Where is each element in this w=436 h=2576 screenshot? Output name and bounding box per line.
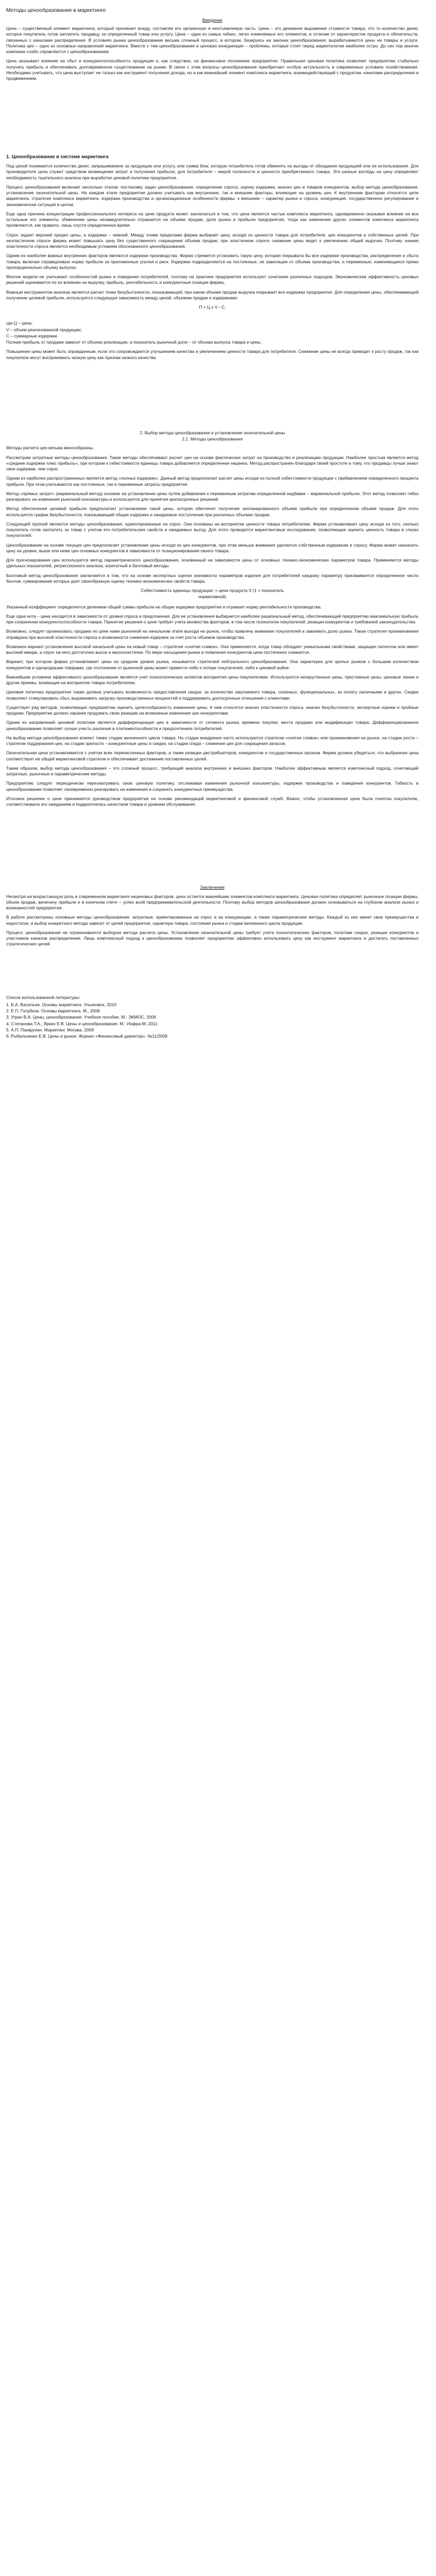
bibliography-item: 3. Угрин В.А. Цены, ценообразование. Учебное пособие. М.: ЭКМОС, 2006	[6, 1014, 156, 1020]
chapter-2-paragraph: Ценообразование на основе текущих цен предполагает установление цены исходя из цен конкурентов, при этом меньше внимания уделяется собственным издержкам и спросу. Фирма может назначить цену на уровне, выше или ниже цен основных конкурентов в зависимости от позиционирования своего товара.	[6, 542, 418, 553]
chapter-1-paragraph: Многие модели не учитывают особенностей рынка и поведения потребителей, поэтому на практике предприятия используют сочетание различных подходов. Экономическая эффективность ценовых решений оценивается по их влиянию на выручку, прибыль, рентабельность и конкурентные позиции фирмы.	[6, 274, 418, 285]
cost-formula-line: нормативной)	[198, 594, 226, 600]
chapter-2-paragraph: Важнейшим условием эффективного ценообразования является учет психологических аспектов восприятия цены покупателями. Используются неокругленные цены, престижные цены, ценовые линии и другие приемы, влияющие на восприятие товара потребителем.	[6, 674, 418, 685]
chapter-1-paragraph: Под ценой понимается количество денег, запрашиваемое за продукцию или услугу, или сумма благ, которую потребитель готов обменять на выгоды от обладания продукцией или ее использования. Для производителя цена служит средством возмещения затрат и получения прибыли, для потребителя – мерой полезности и ценности приобретаемого товара. Эти разные взгляды на цену определяют необходимость тщательного анализа при выработке ценовой политики предприятия.	[6, 163, 418, 180]
chapter-2-paragraph: Существует ряд методов, позволяющих предприятию оценить целесообразность изменения цены. К ним относятся анализ эластичности спроса, анализ безубыточности, экспертные оценки и пробные продажи. Предприятие должно заранее продумать свою реакцию на возможные изменения цен конкурентами.	[6, 704, 418, 716]
chapter-1-paragraph: Процесс ценообразования включает несколько этапов: постановку задач ценообразования, определение спроса, оценку издержек, анализ цен и товаров конкурентов, выбор метода ценообразования, установление окончательной цены. На каждом этапе предприятие должно учитывать как внутренние, так и внешние факторы, влияющие на уровень цен. К внутренним факторам относятся цели маркетинга, стратегия комплекса маркетинга, издержки производства и организационные особенности фирмы; к внешним – характер рынка и спроса, конкуренция, государственное регулирование и экономическая ситуация в целом.	[6, 184, 418, 207]
chapter-2-paragraph: Одним из наиболее распространенных является метод «полных издержек». Данный метод предполагает расчет цены исходя из полной себестоимости продукции с прибавлением определенного процента прибыли. При этом учитываются как постоянные, так и переменные затраты предприятия.	[6, 476, 418, 487]
chapter-1-heading	[6, 154, 418, 160]
chapter-2-paragraph: Следующей группой являются методы ценообразования, ориентированные на спрос. Они основаны на восприятии ценности товара потребителем. Фирма устанавливает цену исходя из того, сколько покупатель готов заплатить за товар с учетом его потребительских свойств и ожидаемых выгод. Для этого проводятся маркетинговые исследования, позволяющие оценить ценность товара в глазах покупателей.	[6, 521, 418, 538]
chapter-2-paragraph: Метод «прямых затрат» (маржинальный метод) основан на установлении цены путем добавления к переменным затратам определенной надбавки – маржинальной прибыли. Этот метод позволяет гибко реагировать на изменения рыночной конъюнктуры и используется для принятия краткосрочных решений.	[6, 490, 418, 502]
bibliography-item: 2. Е.П. Голубков. Основы маркетинга. М., 2008	[6, 1008, 100, 1013]
legend-line: С – суммарные издержки.	[6, 333, 58, 338]
conclusion-paragraph: Несмотря на возрастающую роль в современном маркетинге неценовых факторов, цена остается важнейшим элементом комплекса маркетинга. Ценовая политика определяет рыночные позиции фирмы, объем продаж, величину прибыли и в конечном счете – успех всей предпринимательской деятельности. Поэтому выбор методов ценообразования должен основываться на глубоком анализе рынка и возможностей предприятия.	[6, 893, 418, 910]
bibliography-item: 1. Б.А. Васильев. Основы маркетинга. Ульяновск, 2010	[6, 1002, 117, 1007]
chapter-2-paragraph: Метод обеспечения целевой прибыли предполагает установление такой цены, которая обеспечит получение запланированного объема прибыли при определенном объеме продаж. Для этого используется график безубыточности, показывающий общие издержки и ожидаемые поступления при различных объемах продаж.	[6, 506, 418, 517]
chapter-2-heading: 2. Выбор метода ценообразования и установление окончательной цены	[139, 430, 285, 435]
profit-formula: П = Ц х V - С,	[199, 304, 226, 310]
chapter-2-paragraph: Еще одна нота – цена находится в зависимости от уровня спроса и предложения. Для ее установления выбирается наиболее рациональный метод, обеспечивающий предприятию максимальную прибыль при сохранении конкурентоспособности товара. Принятие решения о цене требует учета множества факторов, в том числе психологии покупателей, реакции конкурентов и требований законодательства.	[6, 613, 418, 624]
chapter-2-paragraph: Предприятию следует периодически пересматривать свою ценовую политику, отслеживая изменения рыночной конъюнктуры, издержек производства и поведения конкурентов. Гибкость в ценообразовании позволяет своевременно реагировать на изменения и сохранять конкурентные преимущества.	[6, 781, 418, 792]
intro-paragraph: Цена оказывает влияние на сбыт и конкурентоспособность продукции и, как следствие, на финансовое положение предприятия. Правильная ценовая политика позволяет предприятию стабильно получать прибыль и обеспечивать долговременное существование на рынке. В связи с этим вопросы ценообразования приобретают особую актуальность в современных условиях хозяйствования. Необходимо учитывать, что цена выступает не только как инструмент получения дохода, но и как важнейший элемент комплекса маркетинга, взаимодействующий с продуктом, каналами распределения и продвижением.	[6, 58, 418, 81]
chapter-1-title: Ценообразование в системе маркетинга	[11, 154, 109, 160]
formula-legend	[6, 320, 418, 361]
chapter-2-paragraph: Вариант, при котором фирма устанавливает цены на среднем уровне рынка, называется стратегией нейтрального ценообразования. Она характерна для зрелых рынков с большим количеством конкурентов и однородными товарами, где отклонение от рыночной цены может привести либо к потере покупателей, либо к ценовой войне.	[6, 659, 418, 670]
chapter-2-paragraph: Для прогнозирования цен используется метод параметрического ценообразования, основанный на зависимости цены от основных технико-экономических параметров товара. Применяются методы удельных показателей, регрессионного анализа, агрегатный и балловый методы.	[6, 557, 418, 569]
chapter-2-paragraph: Указанный коэффициент определяется делением общей суммы прибыли на общие издержки предприятия и отражает норму рентабельности производства.	[6, 604, 322, 609]
bibliography-item: 5. А.П. Панкрухин. Маркетинг. Москва, 2009	[6, 1027, 94, 1032]
cost-formula-line: Себестоимость единицы продукции: = цена продукта X (1 + показатель	[141, 588, 284, 593]
chapter-1-paragraph: Спрос задает верхний предел цены, а издержки – нижний. Между этими пределами фирма выбирает цену, исходя из ценности товара для потребителя, цен конкурентов и собственных целей. При неэластичном спросе фирма может повышать цену без существенного сокращения объема продаж; при эластичном спросе снижение цены ведет к увеличению общей выручки. Поэтому знание эластичности спроса является необходимым условием обоснованного ценообразования.	[6, 232, 418, 249]
legend-paragraph: Полная прибыль от продажи зависит от объема реализации, а показатель рыночной доли – от объема выпуска товара и цены.	[6, 340, 262, 345]
chapter-2-paragraph: Таким образом, выбор метода ценообразования – это сложный процесс, требующий анализа внутренних и внешних факторов. Наиболее эффективным является комплексный подход, сочетающий затратные, рыночные и параметрические методы.	[6, 765, 418, 776]
chapter-2-paragraph: Балловый метод ценообразования заключается в том, что на основе экспертных оценок значимости параметров изделия для потребителей каждому параметру присваивается определенное число баллов, суммирование которых дает своеобразную оценку технико-экономических свойств товара.	[6, 572, 418, 584]
chapter-1-paragraph: Важным инструментом анализа является расчет точки безубыточности, показывающей, при каком объеме продаж выручка покрывает все издержки предприятия. Для определения цены, обеспечивающей получение целевой прибыли, используется следующая зависимость между ценой, объемом продаж и издержками:	[6, 289, 418, 300]
conclusion-heading: Заключение	[200, 885, 225, 890]
bibliography-item: 4. Степанова Т.А., Ярких Е.В. Цены и ценообразование. М.: Инфра-М, 2011	[6, 1021, 158, 1026]
chapter-1-number: 1.	[6, 154, 10, 160]
legend-line: где Ц – цена;	[6, 320, 33, 326]
conclusion-paragraph: В работе рассмотрены основные методы ценообразования: затратные, ориентированные на спрос и на конкуренцию, а также параметрические методы. Каждый из них имеет свои преимущества и недостатки, и выбор конкретного метода зависит от целей предприятия, характера товара, состояния рынка и стадии жизненного цикла продукции.	[6, 914, 418, 926]
bibliography-title: Список использованной литературы:	[6, 994, 80, 1000]
conclusion-paragraph: Процесс ценообразования не ограничивается выбором метода расчета цены. Установление окончательной цены требует учета психологических факторов, политики скидок, реакции конкурентов и участников каналов распределения. Лишь комплексный подход к ценообразованию позволяет предприятию эффективно использовать цену как инструмент маркетинга и достигать поставленных стратегических целей.	[6, 929, 418, 947]
section-2-1-heading: 2.1. Методы ценообразования	[182, 436, 243, 442]
chapter-2-heading-block	[6, 430, 418, 443]
intro-paragraph: Цена – существенный элемент маркетинга, который проникает всюду, составляя его органичную и неотъемлемую часть. Цена – это денежное выражение стоимости товара, это то количество денег, которое покупатель готов заплатить продавцу за определенный товар или услугу. Цена – один из самых гибких, легко изменяемых его элементов, в отличие от характеристик продукта и обязательств, связанных с каналами распределения. В условиях рынка ценообразование весьма сложный процесс, в котором, базируясь на законах ценообразования, вырабатываются цены на товары и услуги. Политика цен – одно из основных направлений маркетинга. Вместе с тем ценообразование и ценовая конкуренция – проблемы, которые стоят перед маркетологом наиболее остро. До сих пор многие компании слабо справляются с ценообразованием.	[6, 26, 418, 55]
chapter-2-paragraph: Одним из направлений ценовой политики является дифференциация цен в зависимости от сегмента рынка, времени покупки, места продажи или модификации товара. Дифференцированное ценообразование позволяет лучше учесть различия в платежеспособности и предпочтениях потребителей.	[6, 720, 418, 731]
chapter-2-paragraph: Итоговое решение о цене принимается руководством предприятия на основе рекомендаций маркетинговой и финансовой служб. Важно, чтобы установленная цена была понятна покупателю, соответствовала его ожиданиям и подкреплялась качеством товара и уровнем обслуживания.	[6, 795, 418, 807]
chapter-1-paragraph: Одним из наиболее важных внутренних факторов являются издержки производства. Фирма стремится установить такую цену, которая покрывала бы все издержки производства, распределения и сбыта товара, включая справедливую норму прибыли за приложенные усилия и риск. Издержки подразделяются на постоянные, не зависящие от объема производства, и переменные, изменяющиеся прямо пропорционально объему выпуска.	[6, 253, 418, 270]
intro-heading: Введение	[202, 17, 222, 23]
chapter-2-paragraph: Возможно, следует организовать продажи по цене ниже рыночной на начальном этапе выхода на рынок, чтобы привлечь внимание покупателей и завоевать долю рынка. Такая стратегия проникновения оправдана при высокой эластичности спроса и возможности снижения издержек за счет роста объемов производства.	[6, 629, 418, 640]
chapter-2-intro: Методы расчета цен весьма многообразны.	[6, 445, 94, 451]
legend-line: V – объем реализованной продукции;	[6, 327, 82, 332]
chapter-2-paragraph: Ценовая политика предприятия также должна учитывать возможность предоставления скидок: за количество закупаемого товара, сезонных, функциональных, за оплату наличными и других. Скидки позволяют стимулировать сбыт, выравнивать загрузку производственных мощностей и поддерживать долгосрочные отношения с клиентами.	[6, 689, 418, 701]
chapter-2-paragraph: Возможен вариант установления высокой начальной цены на новый товар – стратегия «снятия сливок». Она применяется, когда товар обладает уникальными свойствами, защищен патентом или имеет высокий имидж, а спрос на него достаточно высок и малоэластичен. По мере насыщения рынка и появления конкурентов цена постепенно снижается.	[6, 643, 418, 655]
bibliography-item: 6. Рыбальченко Е.В. Цены и рынок. Журнал «Финансовый директор». №11/2008	[6, 1033, 168, 1039]
chapter-2-paragraph: Рассмотрим затратные методы ценообразования. Такие методы обеспечивают расчет цен на основе фактических затрат на производство и реализацию продукции. Наиболее простым является метод «средние издержки плюс прибыль», при котором к себестоимости единицы товара добавляется определенная наценка. Метод распространен благодаря своей простоте и тому, что продавцы лучше знают свои издержки, чем спрос.	[6, 454, 418, 471]
document-title: Методы ценообразования в маркетинге	[6, 7, 106, 13]
chapter-2-paragraph: Окончательная цена устанавливается с учетом всех перечисленных факторов, а также реакции дистрибьюторов, конкурентов и государственных органов. Фирма должна убедиться, что выбранная цена соответствует ее общей маркетинговой стратегии и обеспечивает достижение поставленных целей.	[6, 750, 418, 761]
chapter-2-paragraph: На выбор метода ценообразования влияют также стадии жизненного цикла товара. На стадии внедрения часто используются стратегии «снятия сливок» или проникновения на рынок, на стадии роста – стратегии поддержания цен, на стадии зрелости – конкурентные цены и скидки, на стадии спада – снижение цен для сокращения запасов.	[6, 735, 418, 746]
cost-formula-block	[6, 588, 418, 600]
chapter-1-paragraph: Еще одна причина концентрации профессионального интереса на цене продукта может заключаться в том, что цена является частью комплекса маркетинга, одновременно оказывая влияние на все остальные его элементы. Изменение цены незамедлительно отражается на объеме продаж, доле рынка и прибыли предприятия, тогда как изменения других элементов комплекса маркетинга проявляются, как правило, лишь спустя определенное время.	[6, 211, 418, 228]
legend-paragraph: Повышение цены может быть оправданным, если это сопровождается улучшением качества и увеличением ценности товара для потребителя. Снижение цены не всегда приводит к росту продаж, так как покупатели могут воспринимать низкую цену как признак низкого качества.	[6, 349, 418, 360]
